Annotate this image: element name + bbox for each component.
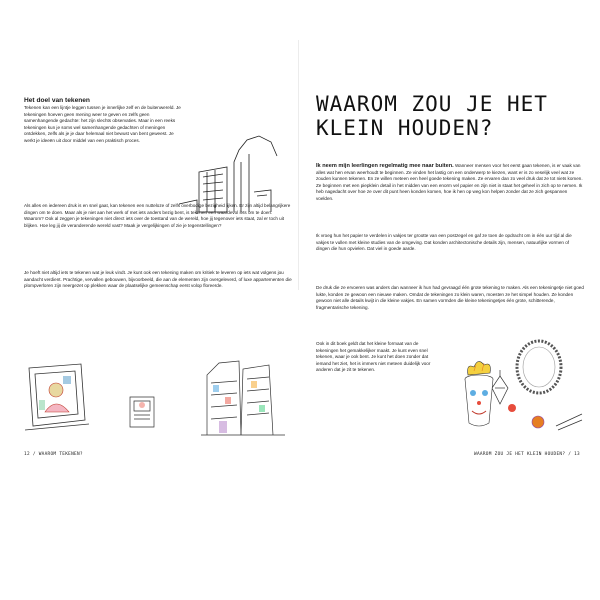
small-items-sketch <box>504 400 584 440</box>
right-paragraph-4: Ook in dit boek geldt dat het kleine formaat van de tekeningen het gemakkelijker maakt. Je kunt even snel tekenen, waar je ook bent. Je kunt het doen zonder dat iemand het ziet, het is immers niet meteen duidelijk voor anderen dat je zit te tekenen. <box>316 341 431 373</box>
right-page-footer: WAAROM ZOU JE HET KLEIN HOUDEN? / 13 <box>474 452 580 457</box>
right-paragraph-1 <box>316 163 584 203</box>
left-heading: Het doel van tekenen <box>24 97 90 104</box>
necklace-sketch <box>504 335 574 405</box>
right-paragraph-3: De druk die ze ervoeren was anders dan wanneer ik hun had gevraagd één grote tekening te maken. Als een tekeningetje niet goed lukte, konden ze gewoon een nieuwe maken. Omdat de tekeningen zo klein waren, moesten ze het simpel houden. Ze konden gewoon niet alle details kwijt in die kleine vakjes. En samen vormden die kleine tekeningetjes één grote, schitterende, fragmentarische tekening. <box>316 285 584 310</box>
right-title-line-2: KLEIN HOUDEN? <box>316 116 494 140</box>
right-title-line-1: WAAROM ZOU JE HET <box>316 92 548 116</box>
right-page <box>304 0 586 600</box>
window-figure-sketch <box>19 360 99 440</box>
right-paragraph-2: Ik vroeg hun het papier te verdelen in vakjes ter grootte van een postzegel en gaf ze toen de opdracht om in één uur tijd al die vakjes te vullen met kleine studies van de omgeving. Dat konden architectonische details zijn, mensen, natuurlijke vormen of dingen die hun opvielen. Dat viel in goede aarde. <box>316 233 572 252</box>
right-lead-bold: Ik neem mijn leerlingen regelmatig mee naar buiten. <box>316 163 454 169</box>
left-intro-text: Tekenen kan een lijntje leggen tussen je innerlijke zelf en de buitenwereld. Je tekeningen hoeven geen mening weer te geven en zelfs geen samenhangende gedachte: het zijn slechts observaties. Maar in een reeks tekeningen kun je soms wel samenhangende gedachten of meningen ontdekken, zelfs als je je daar helemaal niet bewust van bent geweest. Je werkt je ideeën uit door middel van een praktisch proces. <box>24 105 181 143</box>
left-paragraph-2: Je hoeft niet altijd iets te tekenen wat je leuk vindt. Je kunt ook een tekening maken om kritiek te leveren op iets wat volgens jou aandacht verdient. Prachtige, vervallen gebouwen, bijvoorbeeld, die aan de elementen zijn overgeleverd, of luxe appartementen die plompverloren zijn neergezet op plekken waar de plaatselijke gemeenschap eerst volop floreerde. <box>24 270 292 289</box>
colorful-building-sketch <box>199 355 289 440</box>
book-gutter <box>298 40 299 290</box>
flower-pot-sketch <box>454 355 504 435</box>
right-paragraph-1-rest: Wanneer mensen voor het eerst gaan tekenen, is er vaak van alles wat hen ervan weerhoudt te beginnen. Ze vinden het lastig om een onderwerp te kiezen, want er is zo veselijk veel wat ze zouden kunnen tekenen. En ze willen meteen een heel goede tekening maken. Ze ervaren dan zo veel druk dat ze tot niets komen. Ze beginnen met een piepklein detail in het midden van een enorm vel papier en zijn niet in staat het geheel in zich op te nemen. Ik heb nagedacht over hoe ze over dit punt heen konden komen, hoe ik hen op weg kon helpen zonder dat ze zich gespannen voelden. <box>316 163 583 201</box>
left-page-footer: 12 / WAAROM TEKENEN? <box>24 452 83 457</box>
small-object-sketch <box>124 393 164 433</box>
left-paragraph-1: Als alles en iedereen druk is en snel gaat, kan tekenen een nutteloze of zelfs overbodige bezigheid lijken. Er zijn altijd belangrijkere dingen om te doen. Maar als je niet aan het werk of met iets anders bezig bent, is tekenen een waardevol iets om te doen. Waarom? Ook al zeggen je tekeningen niet direct iets over de toestand van de wereld, hoe jij tegenover iets staat, zal er toch uit blijken. Hoe leg jij de veranderende wereld vast? Maak je vergelijkingen of zie je tegenstellingen? <box>24 203 291 228</box>
left-page <box>14 0 293 600</box>
right-title <box>316 92 586 140</box>
